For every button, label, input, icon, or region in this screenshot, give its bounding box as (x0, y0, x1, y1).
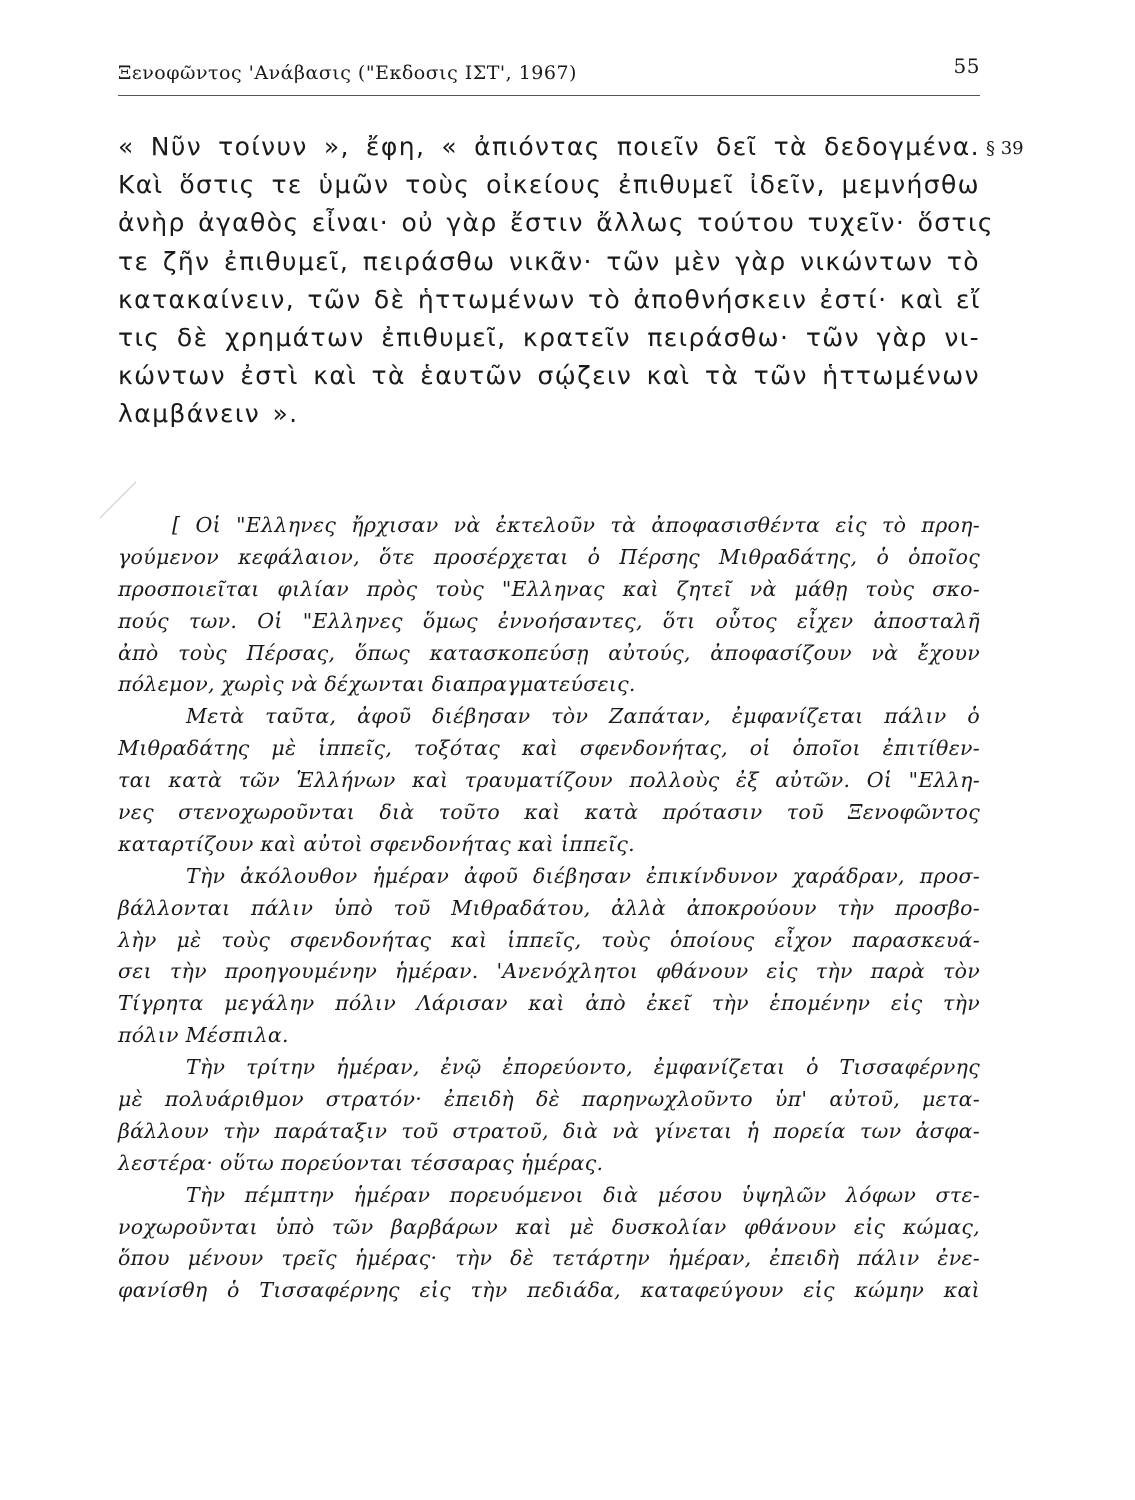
summary-line: γούμενον κεφάλαιον, ὅτε προσέρχεται ὁ Πέρσης Μιθραδάτης, ὁ ὁποῖος (118, 544, 980, 569)
main-text-line: ἀνὴρ ἀγαθὸς εἶναι· οὐ γὰρ ἔστιν ἄλλως τούτου τυχεῖν· ὅστις (118, 208, 994, 238)
main-text-line: τις δὲ χρημάτων ἐπιθυμεῖ, κρατεῖν πειράσθω· τῶν γὰρ νι- (118, 322, 980, 352)
summary-line: πόλεμον, χωρὶς νὰ δέχωνται διαπραγματεύσεις. (118, 672, 636, 697)
summary-line: φανίσθη ὁ Τισσαφέρνης εἰς τὴν πεδιάδα, καταφεύγουν εἰς κώμην καὶ (118, 1278, 980, 1303)
summary-line: [ Οἱ "Ελληνες ἤρχισαν νὰ ἐκτελοῦν τὰ ἀποφασισθέντα εἰς τὸ προη- (172, 513, 980, 537)
summary-line: Τίγρητα μεγάλην πόλιν Λάρισαν καὶ ἀπὸ ἐκεῖ τὴν ἑπομένην εἰς τὴν (118, 991, 980, 1016)
summary-line: μὲ πολυάριθμον στρατόν· ἐπειδὴ δὲ παρηνωχλοῦντο ὑπ' αὐτοῦ, μετα- (118, 1087, 980, 1112)
main-text-line: λαμβάνειν ». (118, 399, 299, 429)
summary-line: βάλλονται πάλιν ὑπὸ τοῦ Μιθραδάτου, ἀλλὰ ἀποκρούουν τὴν προσβο- (118, 895, 980, 920)
running-header (118, 54, 980, 92)
summary-line: Μετὰ ταῦτα, ἀφοῦ διέβησαν τὸν Ζαπάταν, ἐμφανίζεται πάλιν ὁ (186, 704, 980, 729)
summary-line: νοχωροῦνται ὑπὸ τῶν βαρβάρων καὶ μὲ δυσκολίαν φθάνουν εἰς κώμας, (118, 1214, 980, 1239)
main-text-line: κατακαίνειν, τῶν δὲ ἡττωμένων τὸ ἀποθνήσκειν ἐστί· καὶ εἴ (118, 284, 981, 314)
summary-line: βάλλουν τὴν παράταξιν τοῦ στρατοῦ, διὰ νὰ γίνεται ἡ πορεία των ἀσφα- (118, 1118, 980, 1143)
summary-line: ται κατὰ τῶν Ἑλλήνων καὶ τραυματίζουν πολλοὺς ἐξ αὐτῶν. Οἱ "Ελλη- (118, 768, 980, 793)
summary-line: νες στενοχωροῦνται διὰ τοῦτο καὶ κατὰ πρότασιν τοῦ Ξενοφῶντος (118, 800, 980, 825)
running-title: Ξενοφῶντος 'Ανάβασις ("Εκδοσις ΙΣΤ', 1967) (118, 62, 577, 84)
summary-line: ἀπὸ τοὺς Πέρσας, ὅπως κατασκοπεύσῃ αὐτούς, ἀποφασίζουν νὰ ἔχουν (118, 640, 980, 665)
summary-line: Τὴν πέμπτην ἡμέραν πορευόμενοι διὰ μέσου ὑψηλῶν λόφων στε- (186, 1182, 980, 1207)
summary-line: πούς των. Οἱ "Ελληνες ὅμως ἐννοήσαντες, ὅτι οὗτος εἶχεν ἀποσταλῆ (118, 608, 980, 633)
main-text-line: τε ζῆν ἐπιθυμεῖ, πειράσθω νικᾶν· τῶν μὲν γὰρ νικώντων τὸ (118, 246, 980, 276)
summary-line: ὅπου μένουν τρεῖς ἡμέρας· τὴν δὲ τετάρτην ἡμέραν, ἐπειδὴ πάλιν ἐνε- (118, 1246, 980, 1271)
main-text-line: κώντων ἐστὶ καὶ τὰ ἑαυτῶν σῴζειν καὶ τὰ τῶν ἡττωμένων (118, 361, 980, 391)
main-text-block (118, 128, 994, 434)
summary-line: λεστέρα· οὕτω πορεύονται τέσσαρας ἡμέρας. (118, 1150, 604, 1175)
summary-line: σει τὴν προηγουμένην ἡμέραν. 'Ανενόχλητοι φθάνουν εἰς τὴν παρὰ τὸν (118, 959, 980, 984)
summary-block (118, 510, 980, 1307)
summary-line: πόλιν Μέσπιλα. (118, 1023, 289, 1048)
page-number: 55 (953, 54, 980, 78)
summary-line: Μιθραδάτης μὲ ἱππεῖς, τοξότας καὶ σφενδονήτας, οἱ ὁποῖοι ἐπιτίθεν- (118, 736, 980, 761)
main-text-line: « Νῦν τοίνυν », ἔφη, « ἀπιόντας ποιεῖν δεῖ τὰ δεδογμένα. (118, 132, 980, 161)
summary-line: Τὴν ἀκόλουθον ἡμέραν ἀφοῦ διέβησαν ἐπικίνδυνον χαράδραν, προσ- (186, 863, 980, 888)
summary-line: Τὴν τρίτην ἡμέραν, ἐνῷ ἐπορεύοντο, ἐμφανίζεται ὁ Τισσαφέρνης (186, 1055, 980, 1080)
summary-line: προσποιεῖται φιλίαν πρὸς τοὺς "Ελληνας καὶ ζητεῖ νὰ μάθῃ τοὺς σκο- (118, 576, 980, 601)
summary-line: καταρτίζουν καὶ αὐτοὶ σφενδονήτας καὶ ἱππεῖς. (118, 831, 635, 856)
section-marker: § 39 (986, 138, 1024, 159)
header-rule (118, 95, 980, 96)
main-text-line: Καὶ ὅστις τε ὑμῶν τοὺς οἰκείους ἐπιθυμεῖ ἰδεῖν, μεμνήσθω (118, 170, 980, 200)
summary-line: λὴν μὲ τοὺς σφενδονήτας καὶ ἱππεῖς, τοὺς ὁποίους εἶχον παρασκευά- (118, 927, 980, 952)
